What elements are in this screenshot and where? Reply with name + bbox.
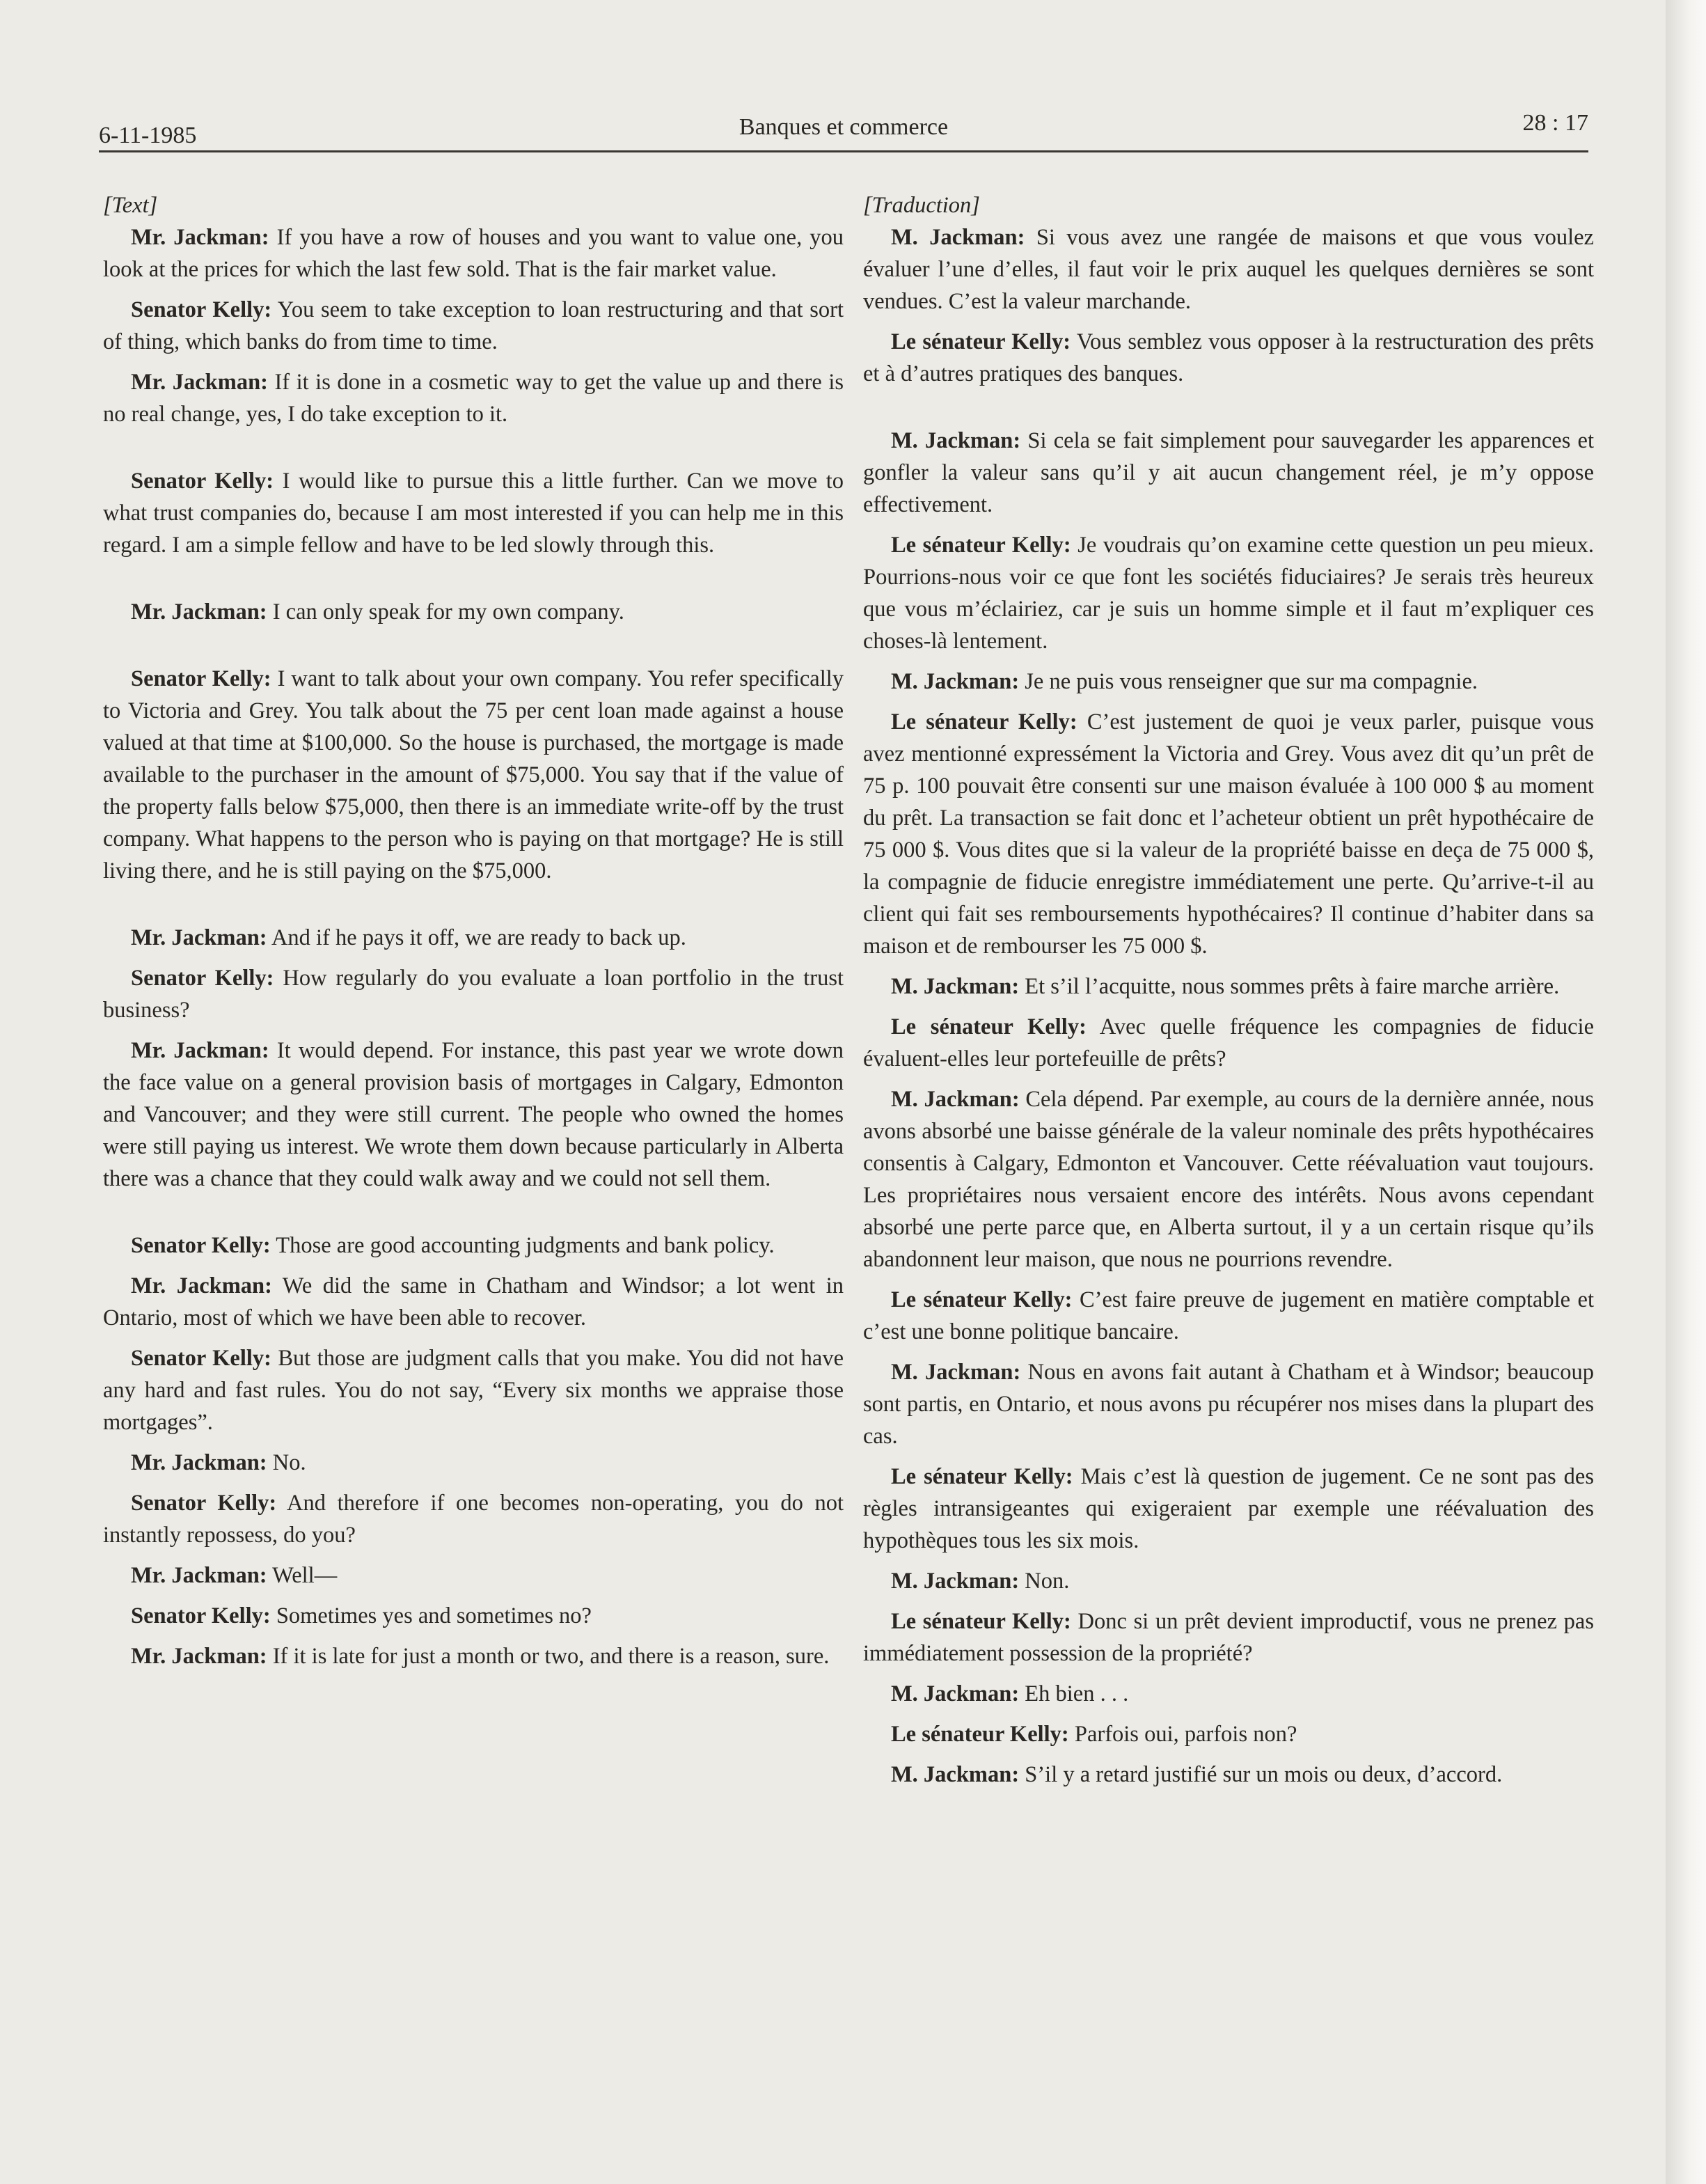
- paragraph: [103, 922, 844, 954]
- paragraph: [863, 1678, 1594, 1710]
- page-edge-shadow: [1666, 0, 1706, 2184]
- speaker-name: Senator Kelly:: [131, 666, 271, 691]
- paragraph: [103, 663, 844, 887]
- paragraph: [863, 706, 1594, 962]
- header-date: 6-11-1985: [99, 123, 197, 148]
- paragraph: [863, 666, 1594, 698]
- paragraph: [863, 1461, 1594, 1557]
- speaker-name: Le sénateur Kelly:: [891, 1609, 1071, 1634]
- speaker-name: Senator Kelly:: [131, 1346, 271, 1371]
- paragraph-text: Well—: [272, 1563, 338, 1588]
- paragraph-text: Those are good accounting judgments and bank policy.: [276, 1233, 775, 1258]
- speaker-name: Mr. Jackman:: [131, 599, 267, 624]
- paragraph-text: Donc si un prêt devient improductif, vous ne prenez pas immédiatement possession de la propriété?: [863, 1609, 1594, 1666]
- paragraph-text: If you have a row of houses and you want to value one, you look at the prices for which the last few sold. That is the fair market value.: [103, 225, 844, 282]
- paragraph-text: Cela dépend. Par exemple, au cours de la dernière année, nous avons absorbé une baisse générale de la valeur nominale des prêts hypothécaires consentis à Calgary, Edmonton et Vancouver. Cette réévaluation vaut toujours. Les propriétaires nous versaient encore des intérêts. Nous avons cependant absorbé une perte parce que, en Alberta surtout, il y a un certain risque qu’ils abandonnent leur maison, que nous ne pourrions revendre.: [863, 1087, 1594, 1272]
- paragraph-text: No.: [272, 1450, 306, 1475]
- speaker-name: M. Jackman:: [891, 974, 1020, 999]
- paragraph-text: Si cela se fait simplement pour sauvegarder les apparences et gonfler la valeur sans qu’il y ait aucun changement réel, je m’y oppose effectivement.: [863, 428, 1594, 517]
- paragraph: [863, 1284, 1594, 1348]
- speaker-name: Senator Kelly:: [131, 1233, 271, 1258]
- paragraph-text: And therefore if one becomes non-operating, you do not instantly repossess, do you?: [103, 1491, 844, 1548]
- paragraph: [863, 1011, 1594, 1075]
- page-header: [99, 111, 1588, 153]
- speaker-name: M. Jackman:: [891, 1762, 1020, 1787]
- speaker-name: M. Jackman:: [891, 1681, 1020, 1706]
- column-tag: [Text]: [103, 193, 158, 218]
- paragraph: [863, 1083, 1594, 1275]
- speaker-name: Le sénateur Kelly:: [891, 1014, 1087, 1039]
- paragraph: [863, 1605, 1594, 1670]
- paragraph: [103, 1640, 844, 1672]
- paragraph-text: I would like to pursue this a little further. Can we move to what trust companies do, because I am most interested if you can help me in this regard. I am a simple fellow and have to be led slowly through this.: [103, 469, 844, 558]
- paragraph-text: And if he pays it off, we are ready to back up.: [271, 925, 686, 950]
- paragraph: [103, 1487, 844, 1551]
- paragraph-text: I want to talk about your own company. You refer specifically to Victoria and Grey. You talk about the 75 per cent loan made against a house valued at that time at $100,000. So the house is purchased, the mortgage is made available to the purchaser in the amount of $75,000. You say that if the value of the property falls below $75,000, then there is an immediate write-off by the trust company. What happens to the person who is paying on that mortgage? He is still living there, and he is still paying on the $75,000.: [103, 666, 844, 883]
- paragraph-text: It would depend. For instance, this past year we wrote down the face value on a general provision basis of mortgages in Calgary, Edmonton and Vancouver; and they were still current. The people who owned the homes were still paying us interest. We wrote them down because particularly in Alberta there was a chance that they could walk away and we could not sell them.: [103, 1038, 844, 1191]
- speaker-name: Mr. Jackman:: [131, 1644, 267, 1669]
- paragraph: [103, 1342, 844, 1438]
- paragraph-text: C’est faire preuve de jugement en matière comptable et c’est une bonne politique bancaire.: [863, 1287, 1594, 1344]
- paragraph: [103, 366, 844, 430]
- paragraph: [863, 1759, 1594, 1791]
- english-column: [103, 189, 844, 1672]
- paragraph-text: S’il y a retard justifié sur un mois ou deux, d’accord.: [1025, 1762, 1503, 1787]
- paragraph: [863, 326, 1594, 390]
- paragraph: [103, 1035, 844, 1195]
- paragraph: [863, 1565, 1594, 1597]
- paragraph-text: Si vous avez une rangée de maisons et que vous voulez évaluer l’une d’elles, il faut voir le prix auquel les quelques dernières se sont vendues. C’est la valeur marchande.: [863, 225, 1594, 314]
- paragraph: [863, 529, 1594, 657]
- speaker-name: Le sénateur Kelly:: [891, 329, 1071, 354]
- speaker-name: Mr. Jackman:: [131, 225, 269, 250]
- speaker-name: Mr. Jackman:: [131, 925, 267, 950]
- paragraph: [863, 971, 1594, 1003]
- french-column: [863, 189, 1594, 1791]
- paragraph: [103, 221, 844, 285]
- paragraph: [863, 1356, 1594, 1452]
- speaker-name: Le sénateur Kelly:: [891, 709, 1077, 734]
- paragraph-text: Mais c’est là question de jugement. Ce ne sont pas des règles intransigeantes qui exigeraient par exemple une réévaluation des hypothèques tous les six mois.: [863, 1464, 1595, 1553]
- paragraph: [103, 1447, 844, 1479]
- speaker-name: Senator Kelly:: [131, 1491, 277, 1516]
- paragraph: [863, 1718, 1594, 1750]
- paragraph: [103, 1270, 844, 1334]
- paragraph-text: Non.: [1025, 1569, 1070, 1594]
- speaker-name: M. Jackman:: [891, 1087, 1020, 1112]
- column-tag: [Traduction]: [863, 193, 980, 218]
- paragraph: [103, 465, 844, 561]
- speaker-name: Senator Kelly:: [131, 469, 274, 494]
- paragraph: [103, 962, 844, 1026]
- speaker-name: M. Jackman:: [891, 1569, 1020, 1594]
- speaker-name: M. Jackman:: [891, 225, 1025, 250]
- paragraph: [863, 425, 1594, 521]
- paragraph-text: Sometimes yes and sometimes no?: [276, 1603, 592, 1628]
- speaker-name: Mr. Jackman:: [131, 370, 268, 395]
- speaker-name: Le sénateur Kelly:: [891, 1287, 1073, 1312]
- paragraph-text: C’est justement de quoi je veux parler, puisque vous avez mentionné expressément la Victoria and Grey. Vous avez dit qu’un prêt de 75 p. 100 pouvait être consenti sur une maison évaluée à 100 000 $ au moment du prêt. La transaction se fait donc et l’acheteur obtient un prêt hypothécaire de 75 000 $. Vous dites que si la valeur de la propriété baisse en deça de 75 000 $, la compagnie de fiducie enregistre immédiatement une perte. Qu’arrive-t-il au client qui fait ses remboursements hypothécaires? Il continue d’habiter dans sa maison et de rembourser les 75 000 $.: [863, 709, 1595, 959]
- paragraph-text: If it is done in a cosmetic way to get the value up and there is no real change, yes, I do take exception to it.: [103, 370, 844, 427]
- paragraph-text: Parfois oui, parfois non?: [1074, 1722, 1297, 1747]
- speaker-name: Senator Kelly:: [131, 966, 274, 991]
- speaker-name: Mr. Jackman:: [131, 1273, 272, 1298]
- speaker-name: Senator Kelly:: [131, 1603, 271, 1628]
- paragraph: [103, 1560, 844, 1592]
- speaker-name: M. Jackman:: [891, 428, 1021, 453]
- paragraph-text: Je ne puis vous renseigner que sur ma compagnie.: [1025, 669, 1478, 694]
- paragraph-text: I can only speak for my own company.: [272, 599, 624, 624]
- paragraph-text: Eh bien . . .: [1025, 1681, 1129, 1706]
- speaker-name: Senator Kelly:: [131, 297, 272, 322]
- paragraph-text: If it is late for just a month or two, and there is a reason, sure.: [272, 1644, 830, 1669]
- paragraph-text: But those are judgment calls that you make. You did not have any hard and fast rules. You do not say, “Every six months we appraise those mortgages”.: [103, 1346, 844, 1435]
- speaker-name: Mr. Jackman:: [131, 1038, 269, 1063]
- paragraph: [103, 1230, 844, 1262]
- header-title: Banques et commerce: [739, 114, 949, 140]
- speaker-name: M. Jackman:: [891, 1360, 1021, 1385]
- speaker-name: Le sénateur Kelly:: [891, 533, 1071, 558]
- paragraph-text: How regularly do you evaluate a loan portfolio in the trust business?: [103, 966, 844, 1023]
- paragraph: [103, 596, 844, 628]
- paragraph: [103, 1600, 844, 1632]
- speaker-name: M. Jackman:: [891, 669, 1020, 694]
- paragraph-text: We did the same in Chatham and Windsor; a lot went in Ontario, most of which we have been able to recover.: [103, 1273, 844, 1330]
- paragraph-text: Nous en avons fait autant à Chatham et à Windsor; beaucoup sont partis, en Ontario, et nous avons pu récupérer nos mises dans la plupart des cas.: [863, 1360, 1594, 1449]
- speaker-name: Mr. Jackman:: [131, 1450, 267, 1475]
- paragraph-text: Avec quelle fréquence les compagnies de fiducie évaluent-elles leur portefeuille de prêts?: [863, 1014, 1594, 1071]
- speaker-name: Mr. Jackman:: [131, 1563, 267, 1588]
- paragraph-text: You seem to take exception to loan restructuring and that sort of thing, which banks do from time to time.: [103, 297, 844, 354]
- header-rule: [99, 150, 1588, 152]
- paragraph-text: Vous semblez vous opposer à la restructuration des prêts et à d’autres pratiques des banques.: [863, 329, 1594, 386]
- speaker-name: Le sénateur Kelly:: [891, 1464, 1073, 1489]
- paragraph-text: Et s’il l’acquitte, nous sommes prêts à faire marche arrière.: [1025, 974, 1560, 999]
- paragraph-text: Je voudrais qu’on examine cette question un peu mieux. Pourrions-nous voir ce que font les sociétés fiduciaires? Je serais très heureux que vous m’éclairiez, car je suis un homme simple et il faut m’expliquer ces choses-là lentement.: [863, 533, 1595, 654]
- header-page-number: 28 : 17: [1522, 110, 1588, 136]
- speaker-name: Le sénateur Kelly:: [891, 1722, 1069, 1747]
- paragraph: [863, 221, 1594, 317]
- paragraph: [103, 294, 844, 358]
